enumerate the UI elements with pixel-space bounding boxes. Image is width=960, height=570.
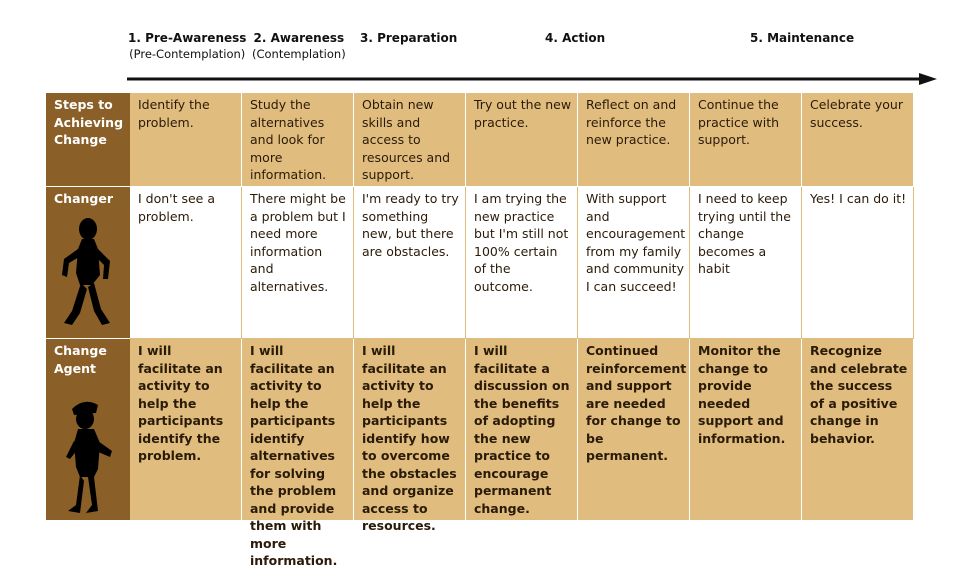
table-cell: I will facilitate an activity to help the participants identify alternatives for solving the problem and provide them with more information. xyxy=(242,339,354,521)
table-cell: Monitor the change to provide needed support and information. xyxy=(690,339,802,521)
change-agent-silhouette-icon xyxy=(54,397,118,517)
stage-subtitle: (Contemplation) xyxy=(252,47,346,61)
table-cell: I don't see a problem. xyxy=(130,187,242,339)
table-cell: With support and encouragement from my family and community I can succeed! xyxy=(578,187,690,339)
table-cell: Try out the new practice. xyxy=(466,93,578,187)
table-cell: Reflect on and reinforce the new practice. xyxy=(578,93,690,187)
stage-header-2 xyxy=(252,30,346,62)
table-cell: I will facilitate a discussion on the benefits of adopting the new practice to encourage permanent change. xyxy=(466,339,578,521)
stage-header-5 xyxy=(750,30,854,46)
row-label-changer xyxy=(46,187,130,339)
table-cell: Identify the problem. xyxy=(130,93,242,187)
table-cell: There might be a problem but I need more information and alternatives. xyxy=(242,187,354,339)
stage-header-3 xyxy=(360,30,457,46)
table-cell: Continue the practice with support. xyxy=(690,93,802,187)
table-cell: Yes! I can do it! xyxy=(802,187,914,339)
row-label-text: Changer xyxy=(54,191,113,206)
stage-title: 2. Awareness xyxy=(253,31,345,45)
table-cell: Recognize and celebrate the success of a positive change in behavior. xyxy=(802,339,914,521)
row-label-change-agent xyxy=(46,339,130,521)
row-label-steps: Steps to Achieving Change xyxy=(46,93,130,187)
table-cell: I need to keep trying until the change becomes a habit xyxy=(690,187,802,339)
stage-header-4 xyxy=(545,30,605,46)
table-cell: Obtain new skills and access to resources and support. xyxy=(354,93,466,187)
stage-subtitle: (Pre-Contemplation) xyxy=(129,47,246,61)
changer-silhouette-icon xyxy=(54,215,118,333)
table-cell: Study the alternatives and look for more information. xyxy=(242,93,354,187)
table-cell: I will facilitate an activity to help the participants identify the problem. xyxy=(130,339,242,521)
table-cell: I am trying the new practice but I'm still not 100% certain of the outcome. xyxy=(466,187,578,339)
stage-title: 4. Action xyxy=(545,31,606,45)
table-cell: Continued reinforcement and support are needed for change to be permanent. xyxy=(578,339,690,521)
stage-title: 3. Preparation xyxy=(360,31,458,45)
stage-header-1 xyxy=(128,30,246,62)
table-cell: I'm ready to try something new, but there are obstacles. xyxy=(354,187,466,339)
stage-title: 1. Pre-Awareness xyxy=(128,31,247,45)
table-cell: I will facilitate an activity to help the participants identify how to overcome the obstacles and organize access to resources. xyxy=(354,339,466,521)
stages-of-change-table xyxy=(46,93,914,568)
progress-arrow xyxy=(127,73,937,85)
row-label-text: Change Agent xyxy=(54,343,107,376)
table-cell: Celebrate your success. xyxy=(802,93,914,187)
stage-title: 5. Maintenance xyxy=(750,31,855,45)
